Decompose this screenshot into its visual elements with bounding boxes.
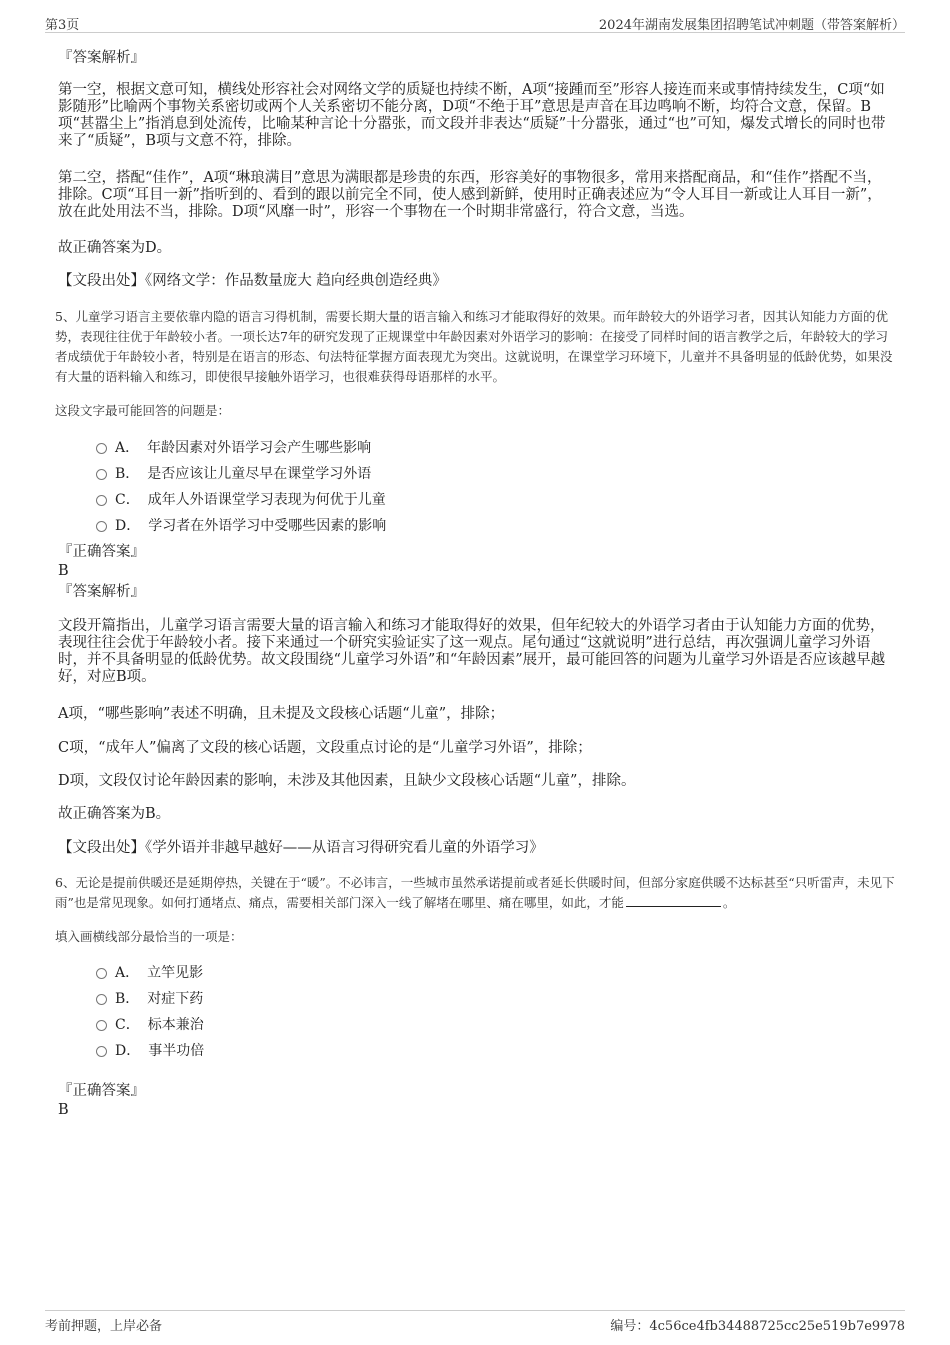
q4-analysis-para2: 第二空，搭配“佳作”，A项“琳琅满目”意思为满眼都是珍贵的东西，形容美好的事物很多，常用来搭配商品，和“佳作”搭配不当，排除。C项“耳目一新”指听到的、看到的跟以前完全不同，使人感到新鲜，使用时正确表述应为“令人耳目一新或让人耳目一新”，放在此处用法不当，排除。D项“风靡一时”，形容一个事物在一个时期非常盛行，符合文意，当选。 <box>58 170 882 220</box>
document-title: 2024年湖南发展集团招聘笔试冲刺题（带答案解析） <box>598 18 905 33</box>
q4-analysis-para1: 第一空，根据文意可知，横线处形容社会对网络文学的质疑也持续不断，A项“接踵而至”形容人接连而来或事情持续发生，C项“如影随形”比喻两个事物关系密切或两个人关系密切不能分离，D项“不绝于耳”意思是声音在耳边鸣响不断，均符合文意，保留。B项“甚嚣尘上”指消息到处流传，比喻某种言论十分嚣张，而文段并非表达“质疑”十分嚣张，通过“也”可知，爆发式增长的同时也带来了“质疑”，B项与文意不符，排除。 <box>58 82 886 149</box>
radio-icon[interactable] <box>96 1046 107 1057</box>
page-footer <box>45 1310 905 1337</box>
q6-option-b[interactable]: B． 对症下药 <box>96 989 203 1009</box>
q6-answer-label: 『正确答案』 <box>58 1083 145 1099</box>
q5-analysis: 文段开篇指出，儿童学习语言需要大量的语言输入和练习才能取得好的效果，但年纪较大的外语学习者由于认知能力方面的优势，表现往往会优于年龄较小者。接下来通过一个研究实验证实了这一观点。尾句通过“这就说明”进行总结，再次强调儿童学习外语时，并不具备明显的低龄优势。故文段围绕“儿童学习外语”和“年龄因素”展开，最可能回答的问题为儿童学习外语是否应该越早越好，对应B项。 <box>58 618 886 685</box>
q5-option-b[interactable]: B． 是否应该让儿童尽早在课堂学习外语 <box>96 464 371 484</box>
page-header <box>45 14 905 33</box>
q5-conclusion: 故正确答案为B。 <box>58 806 171 822</box>
radio-icon[interactable] <box>96 1020 107 1031</box>
radio-icon[interactable] <box>96 994 107 1005</box>
q5-answer: B <box>58 563 69 579</box>
q6-answer: B <box>58 1102 69 1118</box>
q5-analysis-label: 『答案解析』 <box>58 584 145 600</box>
footer-slogan: 考前押题，上岸必备 <box>45 1319 163 1334</box>
q6-question: 填入画横线部分最恰当的一项是： <box>55 929 243 944</box>
page-number: 第3页 <box>45 18 80 33</box>
radio-icon[interactable] <box>96 521 107 532</box>
radio-icon[interactable] <box>96 443 107 454</box>
q5-note-a: A项，“哪些影响”表述不明确，且未提及文段核心话题“儿童”，排除； <box>58 706 505 722</box>
radio-icon[interactable] <box>96 495 107 506</box>
q4-analysis-label: 『答案解析』 <box>58 50 145 66</box>
fill-blank <box>626 906 721 907</box>
document-code: 编号：4c56ce4fb34488725cc25e519b7e9978 <box>610 1319 905 1334</box>
q5-note-c: C项，“成年人”偏离了文段的核心话题，文段重点讨论的是“儿童学习外语”，排除； <box>58 740 592 756</box>
q6-option-d[interactable]: D． 事半功倍 <box>96 1041 204 1061</box>
q4-conclusion: 故正确答案为D。 <box>58 240 172 256</box>
q4-source: 【文段出处】《网络文学：作品数量庞大 趋向经典创造经典》 <box>58 273 447 289</box>
q5-option-c[interactable]: C． 成年人外语课堂学习表现为何优于儿童 <box>96 490 386 510</box>
q5-question: 这段文字最可能回答的问题是： <box>55 403 231 418</box>
q6-stem: 6、无论是提前供暖还是延期停热，关键在于“暖”。不必讳言，一些城市虽然承诺提前或者延长供暖时间，但部分家庭供暖不达标甚至“只听雷声，未见下雨”也是常见现象。如何打通堵点、痛点，需要相关部门深入一线了解堵在哪里、痛在哪里，如此，才能 。 <box>55 875 895 910</box>
radio-icon[interactable] <box>96 469 107 480</box>
q5-option-d[interactable]: D． 学习者在外语学习中受哪些因素的影响 <box>96 516 386 536</box>
q5-source: 【文段出处】《学外语并非越早越好——从语言习得研究看儿童的外语学习》 <box>58 840 544 856</box>
q5-answer-label: 『正确答案』 <box>58 544 145 560</box>
q6-option-a[interactable]: A． 立竿见影 <box>96 963 203 983</box>
q5-stem: 5、儿童学习语言主要依靠内隐的语言习得机制，需要长期大量的语言输入和练习才能取得好的效果。而年龄较大的外语学习者，因其认知能力方面的优势，表现往往优于年龄较小者。一项长达7年的研究发现了正规课堂中年龄因素对外语学习的影响：在接受了同样时间的语言教学之后，年龄较大的学习者成绩优于年龄较小者，特别是在语言的形态、句法特征掌握方面表现尤为突出。这就说明，在课堂学习环境下，儿童并不具备明显的低龄优势，如果没有大量的语料输入和练习，即使很早接触外语学习，也很难获得母语那样的水平。 <box>55 309 893 384</box>
q5-option-a[interactable]: A． 年龄因素对外语学习会产生哪些影响 <box>96 438 371 458</box>
q5-note-d: D项，文段仅讨论年龄因素的影响，未涉及其他因素，且缺少文段核心话题“儿童”，排除。 <box>58 773 636 789</box>
q6-option-c[interactable]: C． 标本兼治 <box>96 1015 204 1035</box>
radio-icon[interactable] <box>96 968 107 979</box>
